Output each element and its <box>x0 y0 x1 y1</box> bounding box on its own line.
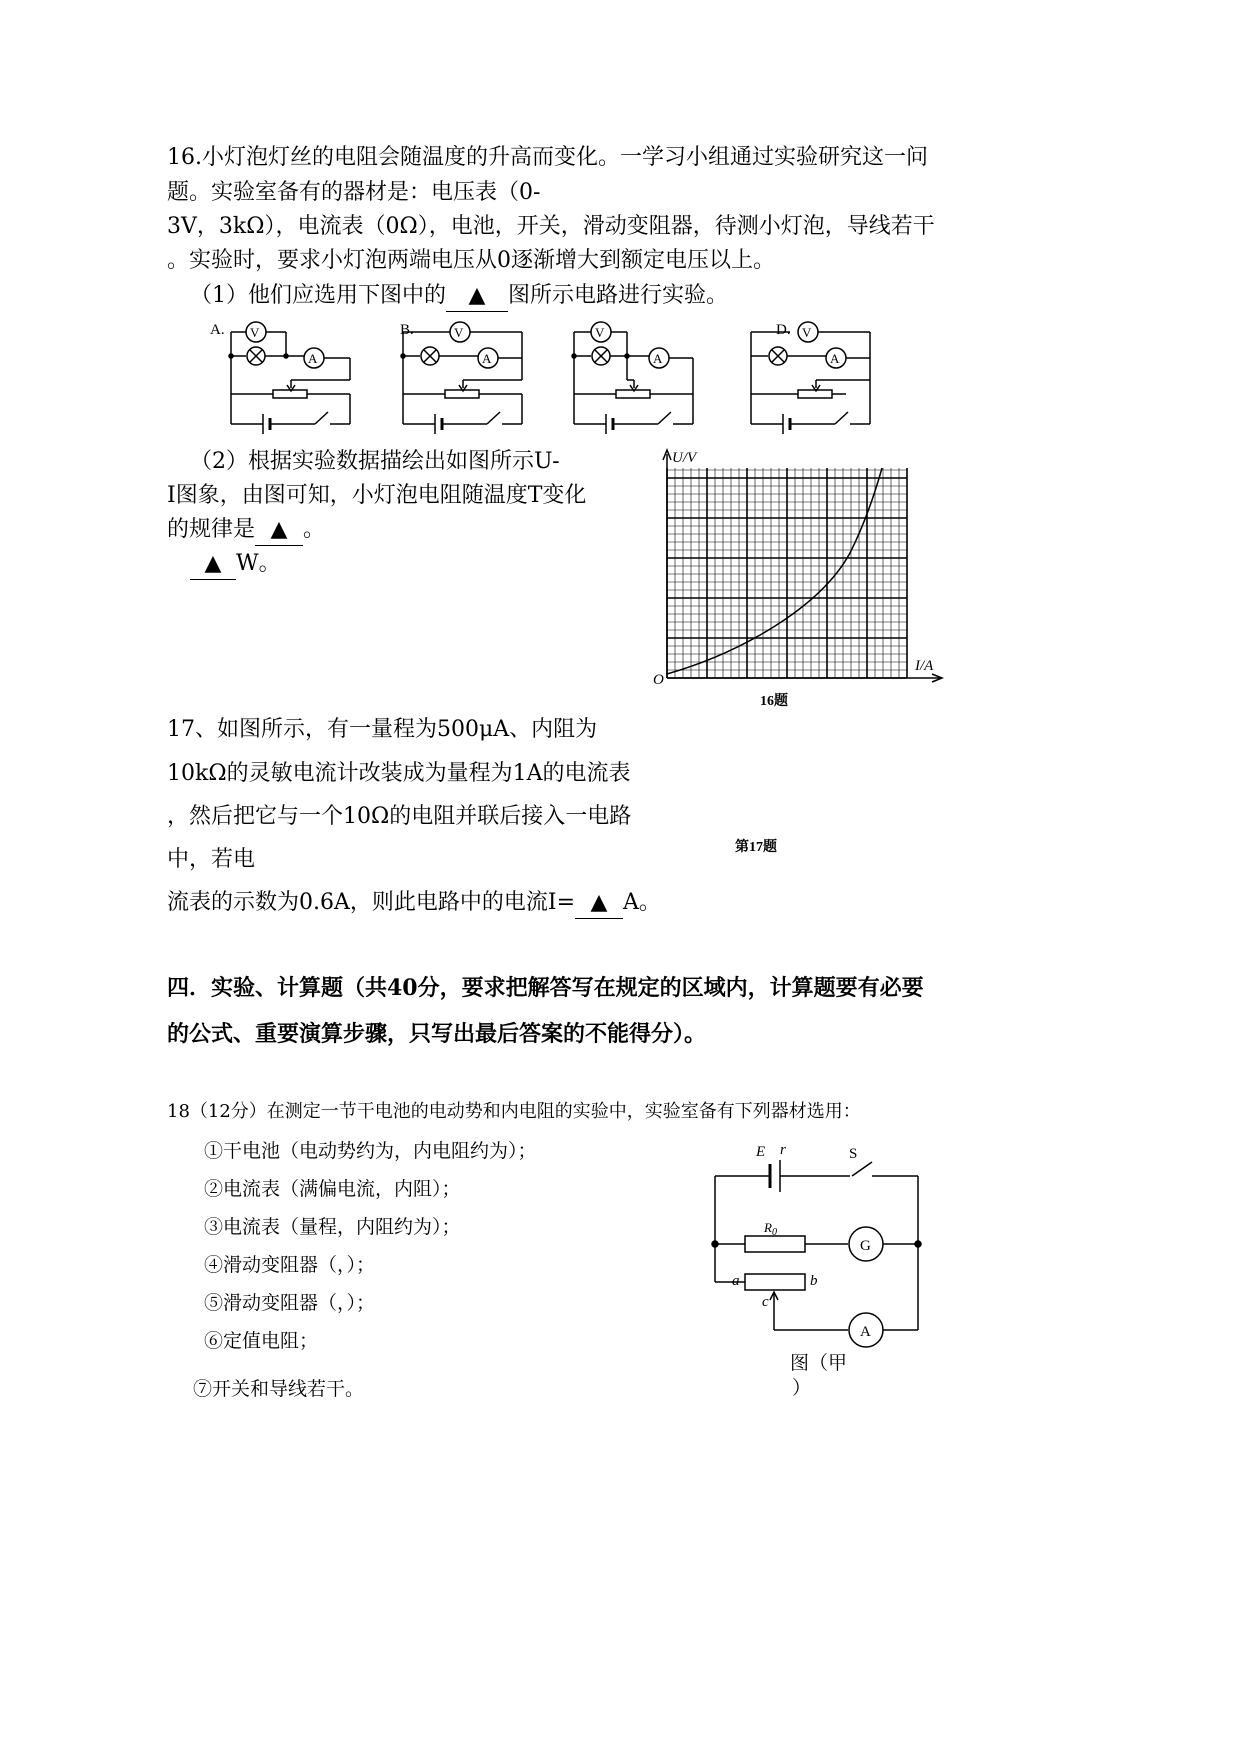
answer-blank-1[interactable]: ▲ <box>446 281 508 312</box>
q17-line5-pre: 流表的示数为0.6A，则此电路中的电流I= <box>167 890 576 915</box>
circuit-b[interactable] <box>400 322 522 434</box>
section4-line1: 四．实验、计算题（共40分，要求把解答写在规定的区域内，计算题要有必要 <box>167 975 924 1001</box>
label-r: r <box>780 1142 786 1158</box>
q18-fig-caption-1: 图（甲 <box>790 1352 848 1374</box>
q16-part2-line2: I图象，由图可知，小灯泡电阻随温度T变化 <box>167 483 587 508</box>
svg-text:V: V <box>802 325 812 340</box>
q17-line5-post: A。 <box>623 890 661 915</box>
svg-text:A: A <box>653 351 663 366</box>
circuit-d[interactable] <box>751 322 870 434</box>
circuit-a[interactable] <box>210 322 350 434</box>
label-b: b <box>810 1273 818 1289</box>
answer-blank-3[interactable]: ▲ <box>190 549 236 580</box>
circuit-b-label: B. <box>400 322 414 338</box>
q16-line2: 题。实验室备有的器材是：电压表（0- <box>167 180 541 205</box>
q18-item-5: ⑤滑动变阻器（，）； <box>204 1292 376 1314</box>
q16-part2-post: 。 <box>303 517 326 542</box>
q18-item-4: ④滑动变阻器（，）； <box>204 1254 376 1276</box>
label-E: E <box>756 1144 766 1160</box>
q16-part3-post: W。 <box>236 551 281 576</box>
q17-line3: ，然后把它与一个10Ω的电阻并联后接入一电路 <box>167 804 632 829</box>
q16-part1-post: 图所示电路进行实验。 <box>508 283 729 308</box>
q18-item-1: ①干电池（电动势约为，内电阻约为）； <box>204 1140 537 1162</box>
q18-item-2: ②电流表（满偏电流，内阻）； <box>204 1178 461 1200</box>
label-R0: $R_0$ <box>764 1220 777 1238</box>
q16-part1-pre: （1）他们应选用下图中的 <box>190 283 446 308</box>
q16-part2-line3 <box>167 515 325 546</box>
section4-line2: 的公式、重要演算步骤，只写出最后答案的不能得分）。 <box>167 1021 707 1047</box>
svg-text:A: A <box>830 351 840 366</box>
label-G: G <box>860 1238 871 1254</box>
q18-item-7: ⑦开关和导线若干。 <box>193 1378 365 1400</box>
label-a: a <box>732 1273 740 1289</box>
svg-text:V: V <box>250 325 260 340</box>
q17-line5 <box>167 888 661 919</box>
label-A: A <box>860 1324 871 1340</box>
q17-line4: 中，若电 <box>167 847 256 872</box>
ui-graph <box>650 448 950 708</box>
circuit-c[interactable] <box>539 322 693 434</box>
origin-label: O <box>653 672 664 688</box>
label-c: c <box>762 1294 769 1310</box>
q18-intro: 18（12分）在测定一节干电池的电动势和内电阻的实验中，实验室备有下列器材选用： <box>167 1101 861 1122</box>
y-axis-label: U/V <box>672 450 697 466</box>
q18-fig-caption-2: ） <box>792 1377 812 1399</box>
q16-part1 <box>190 281 728 312</box>
label-S: S <box>849 1146 858 1162</box>
svg-text:V: V <box>454 325 464 340</box>
q16-part2-line1: （2）根据实验数据描绘出如图所示U- <box>190 449 560 474</box>
circuit-options <box>200 312 900 442</box>
svg-text:V: V <box>595 325 605 340</box>
q17-line2: 10kΩ的灵敏电流计改装成为量程为1A的电流表 <box>167 761 631 786</box>
q18-item-6: ⑥定值电阻； <box>204 1330 319 1352</box>
q17-line1: 17、如图所示，有一量程为500μA、内阻为 <box>167 717 598 742</box>
q16-line3: 3V，3kΩ），电流表（0Ω），电池，开关，滑动变阻器，待测小灯泡，导线若干 <box>167 214 935 239</box>
answer-blank-4[interactable]: ▲ <box>575 888 623 919</box>
q16-line4: 。实验时，要求小灯泡两端电压从0逐渐增大到额定电压以上。 <box>167 248 775 273</box>
q16-part2-pre: 的规律是 <box>167 517 256 542</box>
answer-blank-2[interactable]: ▲ <box>255 515 303 546</box>
graph-caption: 16题 <box>760 694 788 709</box>
svg-text:A: A <box>308 351 318 366</box>
x-axis-label: I/A <box>915 658 934 674</box>
q16-line1: 16.小灯泡灯丝的电阻会随温度的升高而变化。一学习小组通过实验研究这一问 <box>167 145 928 170</box>
q16-part3 <box>190 549 281 580</box>
circuit-a-label: A. <box>210 322 225 338</box>
q18-item-3: ③电流表（量程，内阻约为）； <box>204 1216 461 1238</box>
q17-caption: 第17题 <box>735 840 777 855</box>
svg-text:A: A <box>482 351 492 366</box>
circuit-d-label: D. <box>776 322 791 338</box>
